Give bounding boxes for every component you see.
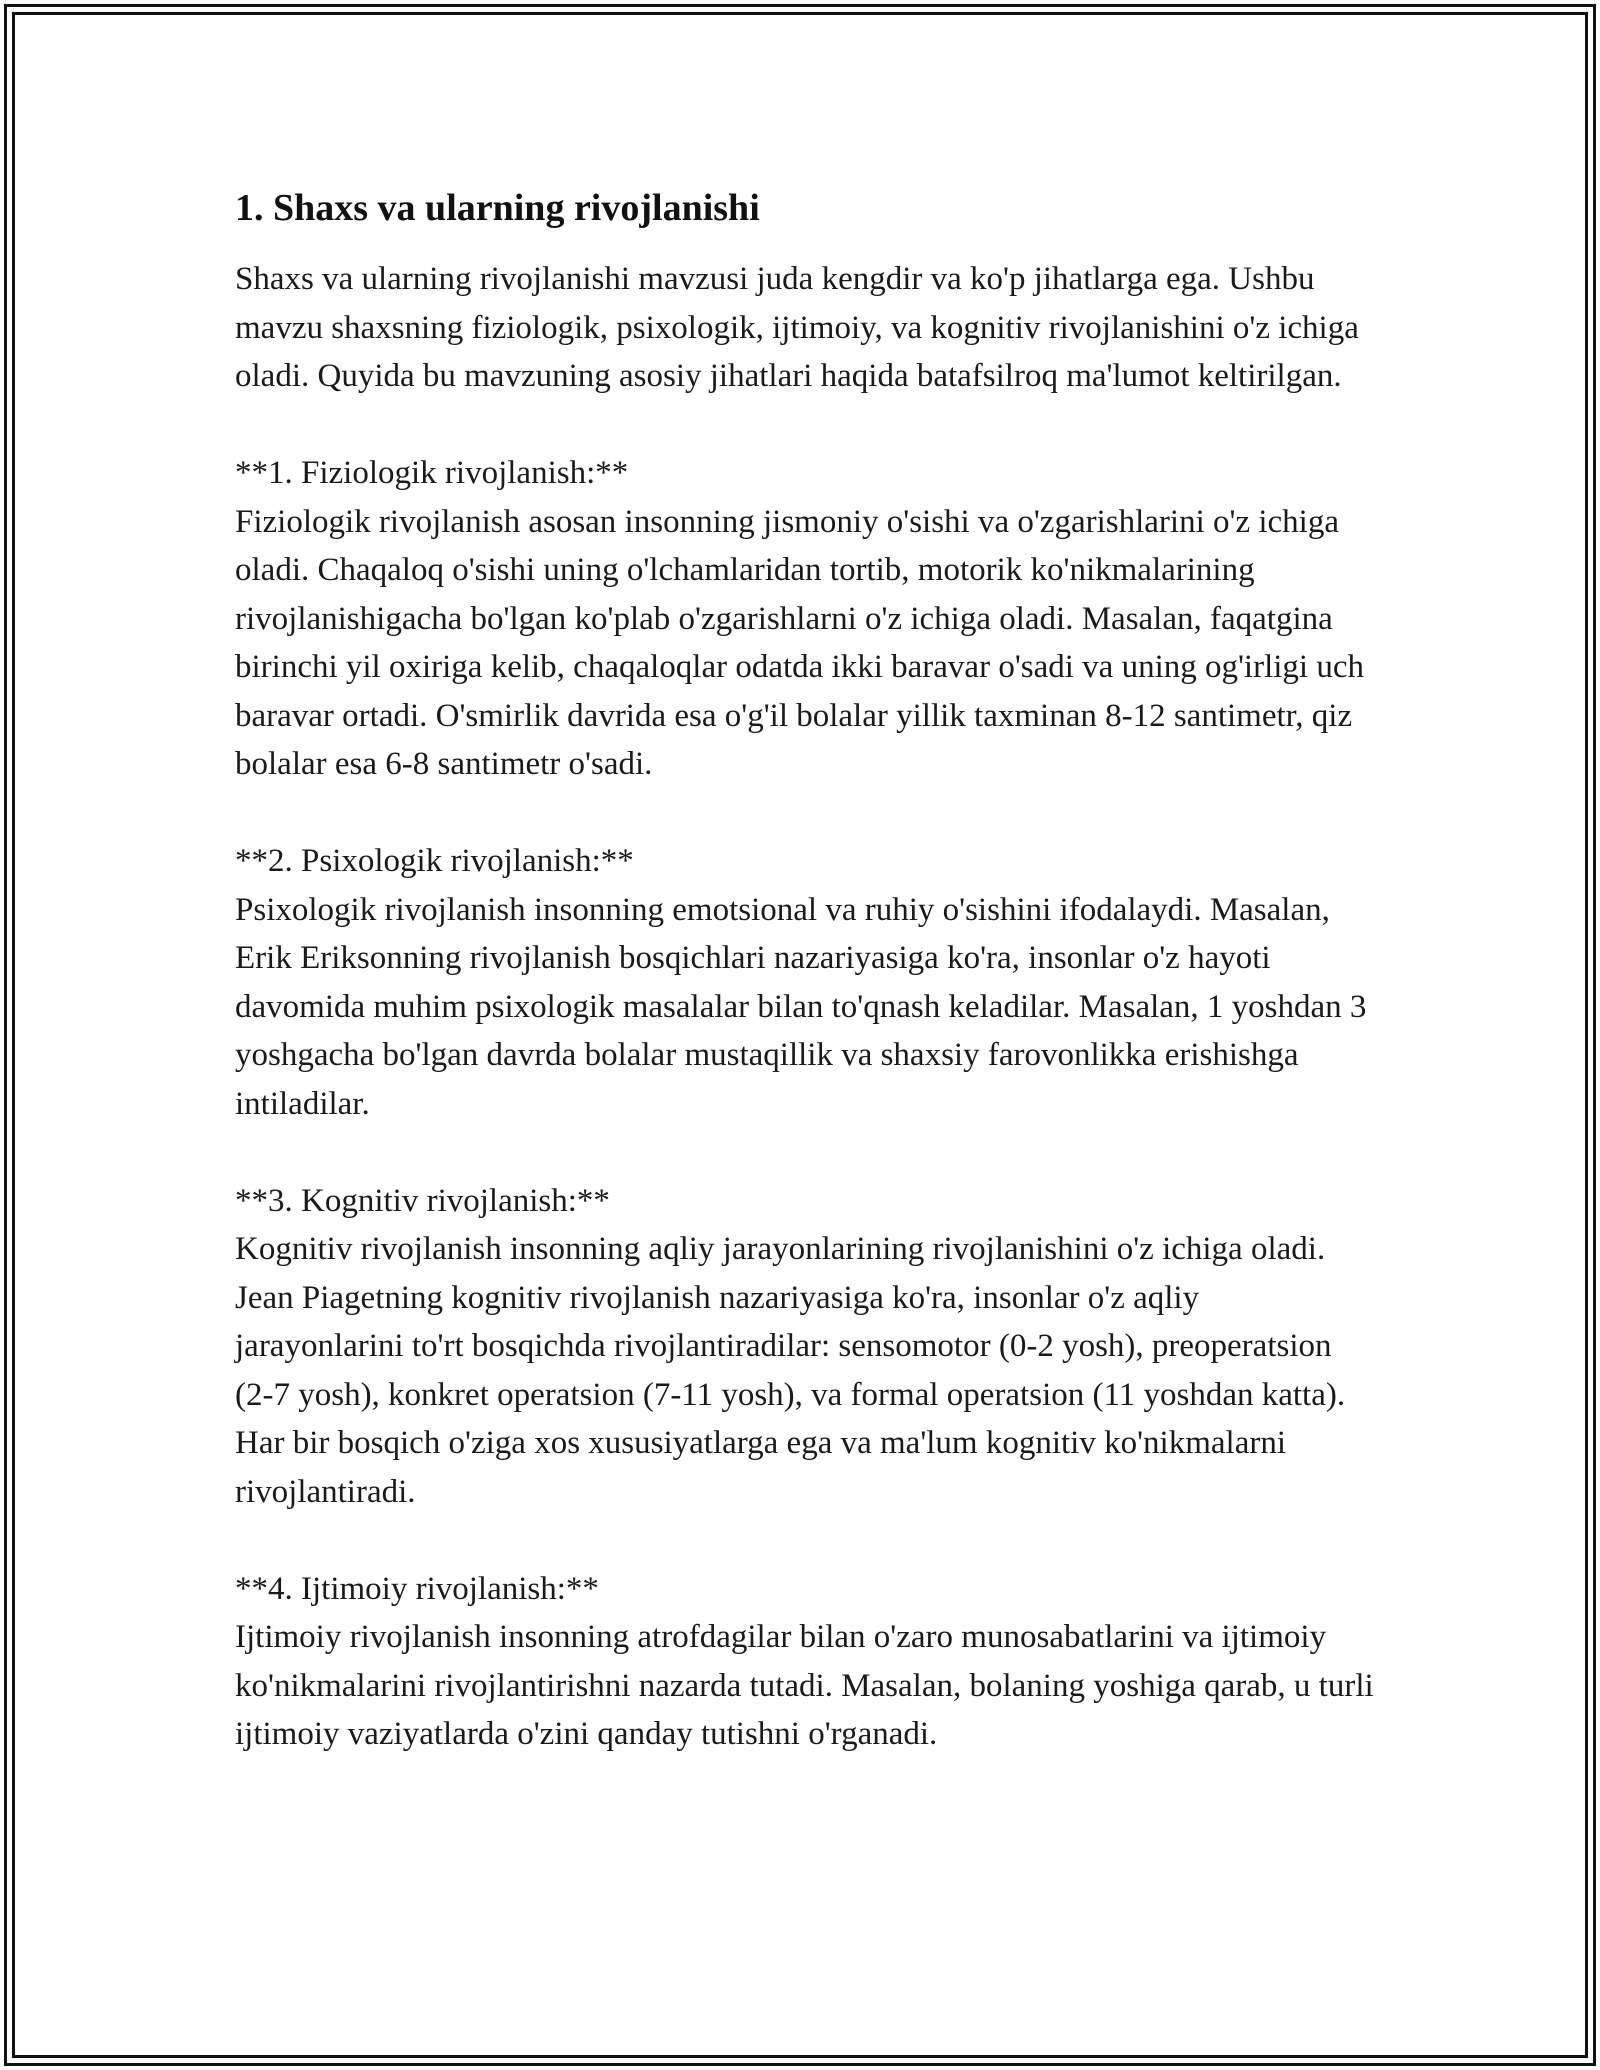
document-body — [235, 185, 1375, 1807]
section-fiziologik — [235, 449, 1375, 789]
section-body: Fiziologik rivojlanish asosan insonning jismoniy o'sishi va o'zgarishlarini o'z ichiga oladi. Chaqaloq o'sishi uning o'lchamlaridan tortib, motorik ko'nikmalarining rivojlanishigacha bo'lgan ko'plab o'zgarishlarni o'z ichiga oladi. Masalan, faqatgina birinchi yil oxiriga kelib, chaqaloqlar odatda ikki baravar o'sadi va uning og'irligi uch baravar ortadi. O'smirlik davrida esa o'g'il bolalar yillik taxminan 8-12 santimetr, qiz bolalar esa 6-8 santimetr o'sadi. — [235, 503, 1364, 782]
section-heading: **2. Psixologik rivojlanish:** — [235, 843, 634, 879]
section-psixologik — [235, 837, 1375, 1128]
section-body: Kognitiv rivojlanish insonning aqliy jarayonlarining rivojlanishini o'z ichiga oladi. Jean Piagetning kognitiv rivojlanish nazariyasiga ko'ra, insonlar o'z aqliy jarayonlarini to'rt bosqichda rivojlantiradilar: sensomotor (0-2 yosh), preoperatsion (2-7 yosh), konkret operatsion (7-11 yosh), va formal operatsion (11 yoshdan katta). Har bir bosqich o'ziga xos xususiyatlarga ega va ma'lum kognitiv ko'nikmalarni rivojlantiradi. — [235, 1231, 1346, 1510]
section-body: Psixologik rivojlanish insonning emotsional va ruhiy o'sishini ifodalaydi. Masalan, Erik Eriksonning rivojlanish bosqichlari nazariyasiga ko'ra, insonlar o'z hayoti davomida muhim psixologik masalalar bilan to'qnash keladilar. Masalan, 1 yoshdan 3 yoshgacha bo'lgan davrda bolalar mustaqillik va shaxsiy farovonlikka erishishga intiladilar. — [235, 891, 1367, 1122]
document-title: 1. Shaxs va ularning rivojlanishi — [235, 187, 760, 229]
section-ijtimoiy — [235, 1565, 1375, 1759]
section-kognitiv — [235, 1177, 1375, 1517]
section-heading: **4. Ijtimoiy rivojlanish:** — [235, 1570, 599, 1607]
intro-paragraph: Shaxs va ularning rivojlanishi mavzusi juda kengdir va ko'p jihatlarga ega. Ushbu mavzu shaxsning fiziologik, psixologik, ijtimoiy, va kognitiv rivojlanishini o'z ichiga oladi. Quyida bu mavzuning asosiy jihatlari haqida batafsilroq ma'lumot keltirilgan. — [235, 261, 1368, 394]
section-heading: **3. Kognitiv rivojlanish:** — [235, 1182, 610, 1219]
section-heading: **1. Fiziologik rivojlanish:** — [235, 455, 629, 491]
section-body: Ijtimoiy rivojlanish insonning atrofdagilar bilan o'zaro munosabatlarini va ijtimoiy ko'nikmalarini rivojlantirishni nazarda tutadi. Masalan, bolaning yoshiga qarab, u turli ijtimoiy vaziyatlarda o'zini qanday tutishni o'rganadi. — [235, 1619, 1374, 1752]
